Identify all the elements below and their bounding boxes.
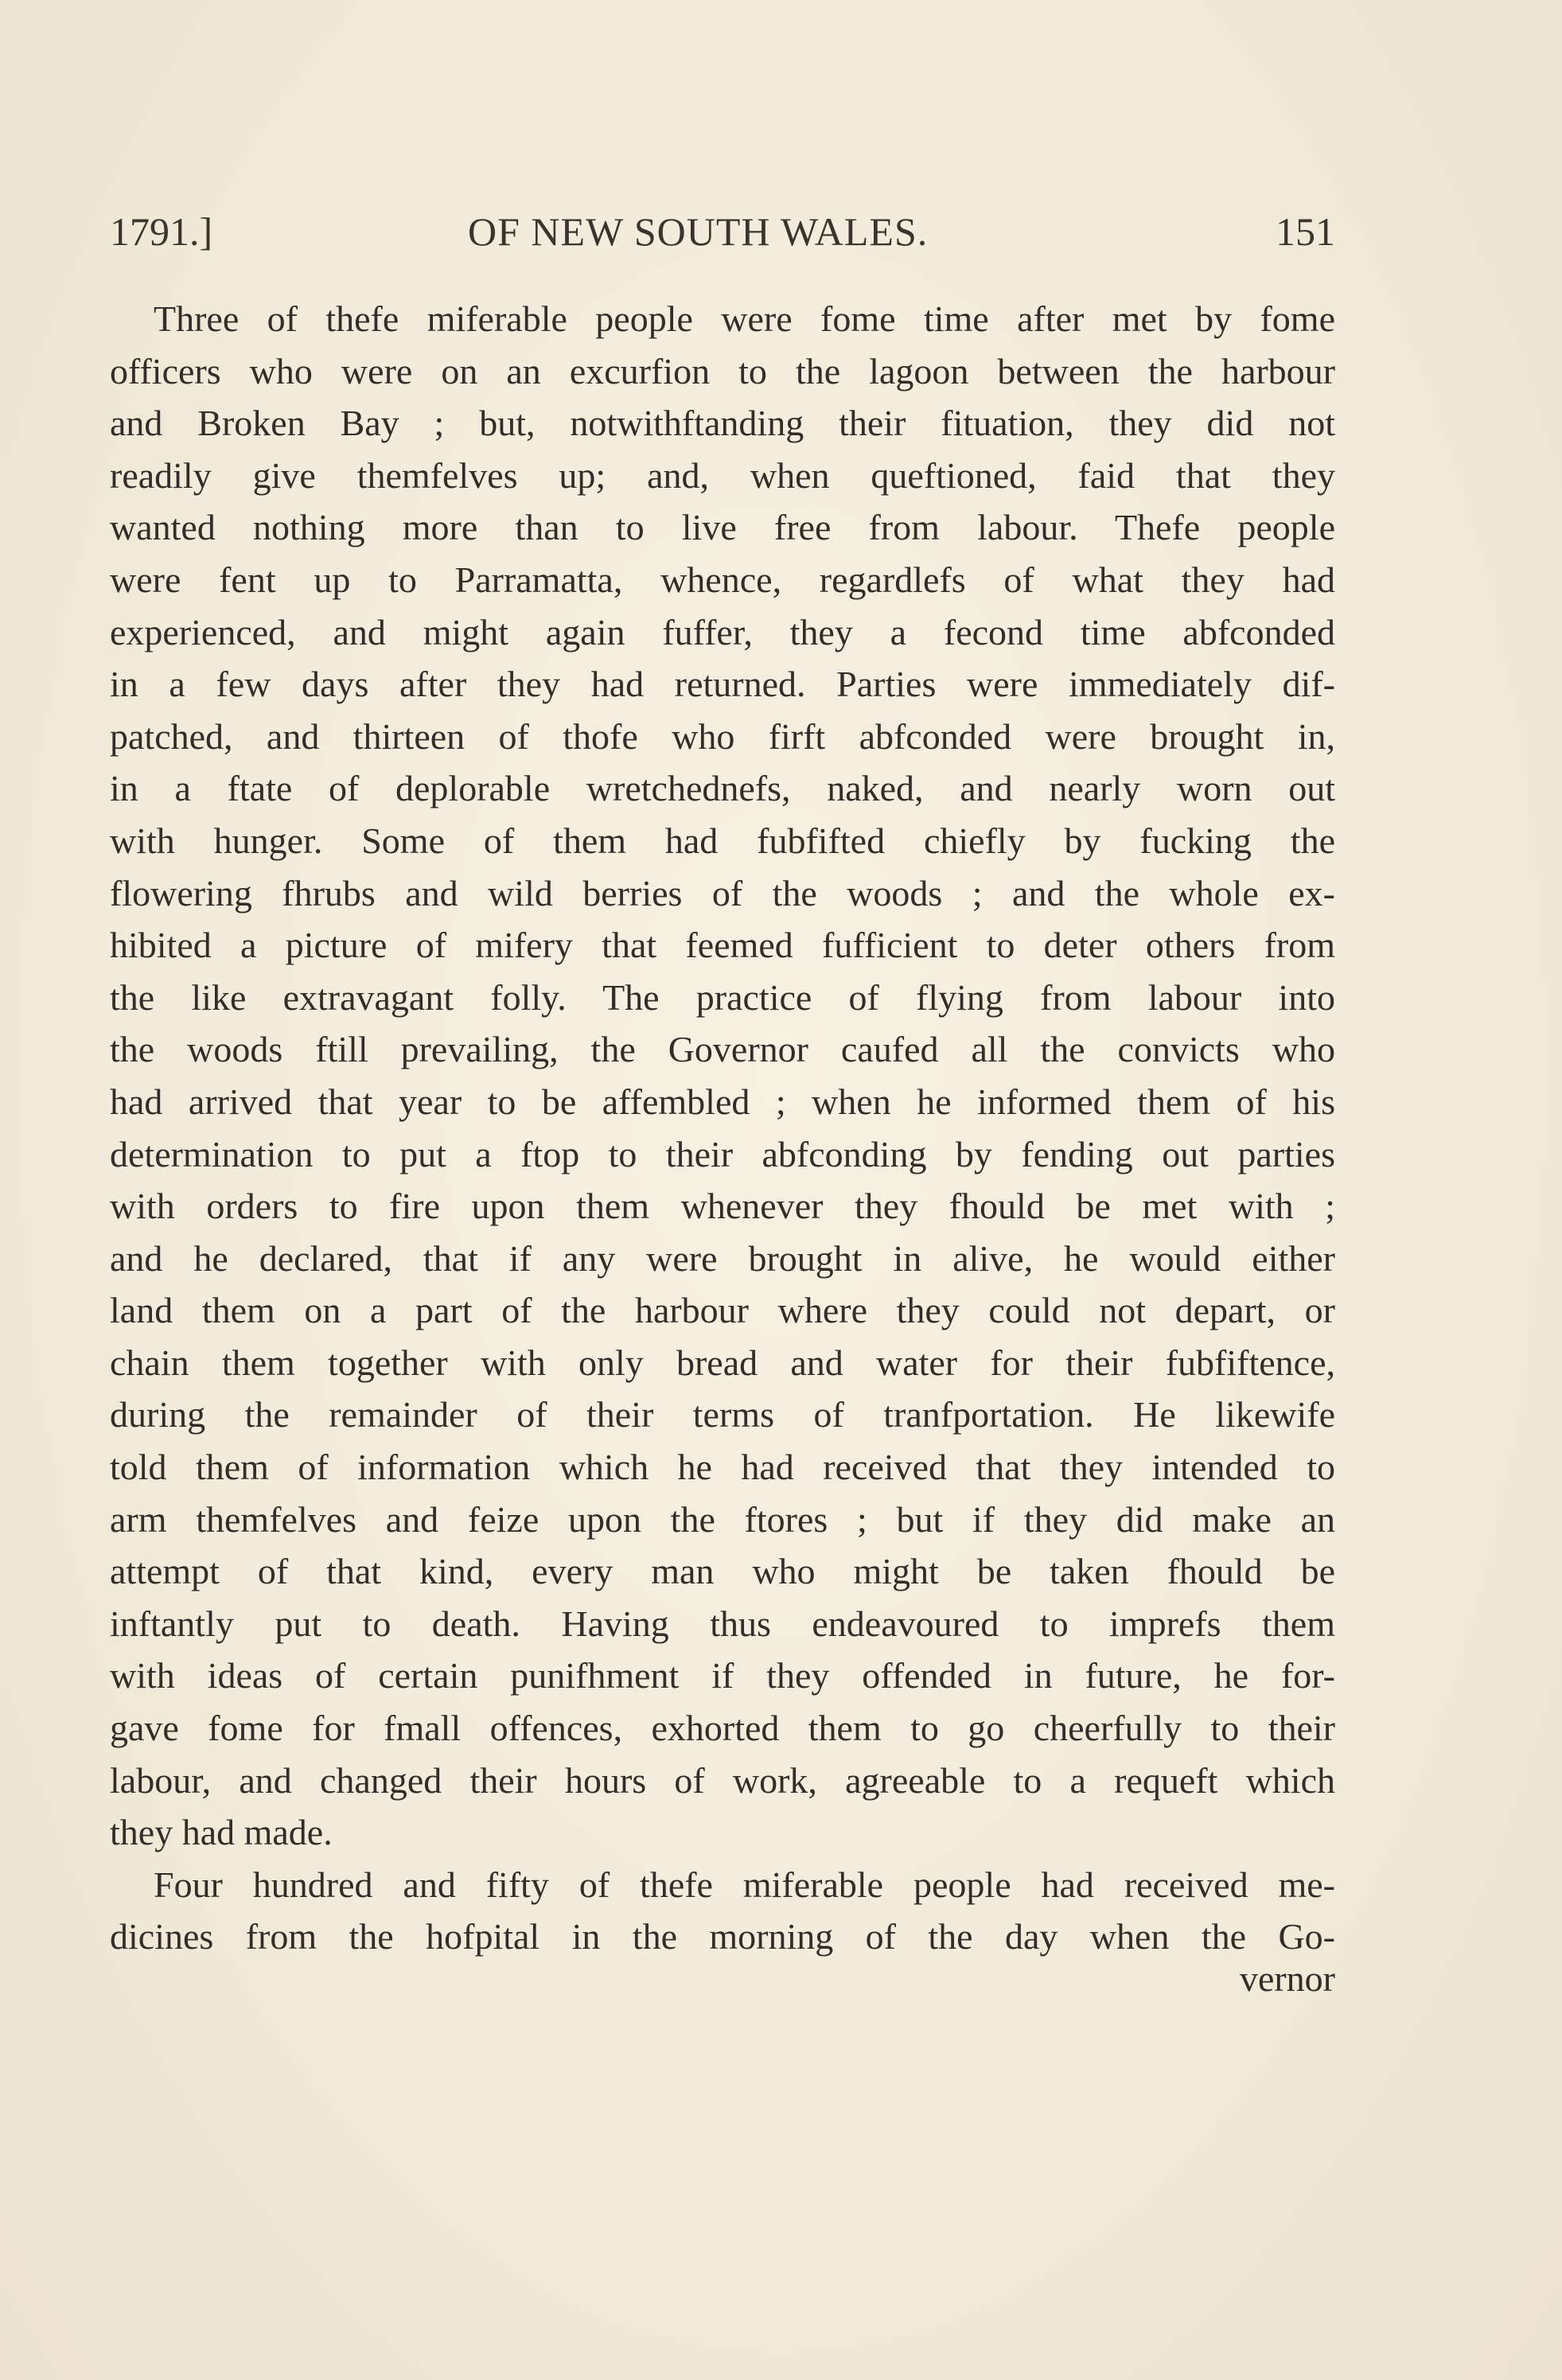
text-line: they had made. — [110, 1812, 333, 1853]
text-line: Three of thefe miferable people were fome time after met by fome — [154, 298, 1335, 339]
text-line: and Broken Bay ; but, notwithftanding their fituation, they did not — [110, 403, 1335, 444]
text-line: chain them together with only bread and water for their fubfiftence, — [110, 1342, 1335, 1383]
text-line: in a ftate of deplorable wretchednefs, naked, and nearly worn out — [110, 768, 1335, 809]
text-line: were fent up to Parramatta, whence, regardlefs of what they had — [110, 559, 1335, 600]
text-line: gave fome for fmall offences, exhorted them to go cheerfully to their — [110, 1708, 1335, 1749]
text-line: dicines from the hofpital in the morning of the day when the Go- — [110, 1916, 1335, 1957]
header-title: OF NEW SOUTH WALES. — [468, 209, 929, 254]
text-line: and he declared, that if any were brought in alive, he would either — [110, 1237, 1335, 1279]
text-line: experienced, and might again fuffer, they a fecond time abfconded — [110, 611, 1335, 652]
text-line: attempt of that kind, every man who might be taken fhould be — [110, 1551, 1335, 1592]
text-line: Four hundred and fifty of thefe miferable people had received me- — [154, 1864, 1335, 1905]
text-line: arm themfelves and feize upon the ftores ; but if they did make an — [110, 1498, 1335, 1540]
text-line: with ideas of certain punifhment if they offended in future, he for- — [110, 1655, 1335, 1696]
text-line: labour, and changed their hours of work, agreeable to a requeft which — [110, 1759, 1335, 1801]
text-line: flowering fhrubs and wild berries of the woods ; and the whole ex- — [110, 872, 1335, 913]
text-line: told them of information which he had received that they intended to — [110, 1447, 1335, 1488]
text-line: determination to put a ftop to their abfconding by fending out parties — [110, 1133, 1335, 1174]
text-line: the like extravagant folly. The practice of flying from labour into — [110, 976, 1335, 1018]
text-line: with orders to fire upon them whenever they fhould be met with ; — [110, 1186, 1335, 1227]
header-year: 1791.] — [110, 209, 213, 254]
text-line: with hunger. Some of them had fubfifted chiefly by fucking the — [110, 820, 1335, 861]
text-line: patched, and thirteen of thofe who firft abfconded were brought in, — [110, 715, 1335, 757]
text-line: officers who were on an excurfion to the lagoon between the harbour — [110, 350, 1335, 391]
text-line: wanted nothing more than to live free from labour. Thefe people — [110, 507, 1335, 548]
page-number: 151 — [1276, 209, 1335, 254]
running-header — [110, 208, 1335, 272]
paragraph-1 — [110, 293, 1335, 1859]
text-line: land them on a part of the harbour where they could not depart, or — [110, 1290, 1335, 1331]
text-line: the woods ftill prevailing, the Governor caufed all the convicts who — [110, 1029, 1335, 1070]
text-line: during the remainder of their terms of tranfportation. He likewife — [110, 1394, 1335, 1435]
text-line: had arrived that year to be affembled ; when he informed them of his — [110, 1081, 1335, 1122]
text-line: readily give themfelves up; and, when queftioned, faid that they — [110, 454, 1335, 496]
body-text — [110, 293, 1335, 1963]
text-line: in a few days after they had returned. Parties were immediately dif- — [110, 664, 1335, 705]
paragraph-2 — [110, 1859, 1335, 1963]
text-line: inftantly put to death. Having thus endeavoured to imprefs them — [110, 1603, 1335, 1644]
catchword: vernor — [1239, 1958, 1335, 1999]
text-line: hibited a picture of mifery that feemed fufficient to deter others from — [110, 925, 1335, 966]
